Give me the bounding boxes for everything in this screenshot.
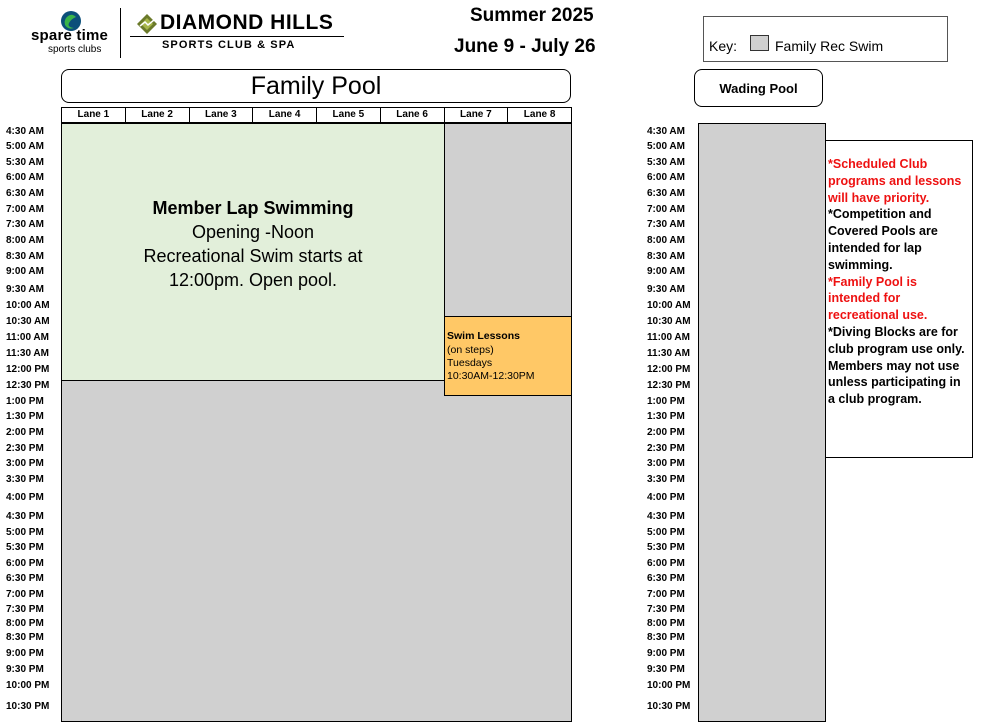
- time-label: 7:00 AM: [6, 204, 44, 215]
- lap-block-line: Recreational Swim starts at: [143, 246, 363, 266]
- lane-header: Lane 8: [507, 107, 572, 123]
- legend-text: Family Rec Swim: [775, 38, 884, 54]
- lane-header: Lane 5: [316, 107, 380, 123]
- diamond-hills-logo-icon: [136, 13, 158, 35]
- time-label: 4:00 PM: [6, 492, 44, 503]
- time-label: 5:30 PM: [647, 542, 685, 553]
- time-label: 5:30 PM: [6, 542, 44, 553]
- swim-lessons-title: Swim Lessons: [447, 330, 520, 342]
- logo-divider: [120, 8, 121, 58]
- time-label: 12:30 PM: [6, 380, 50, 391]
- time-label: 5:00 PM: [647, 527, 685, 538]
- diamond-hills-subtitle: SPORTS CLUB & SPA: [162, 39, 296, 51]
- diamond-hills-name: DIAMOND HILLS: [160, 11, 334, 34]
- lane-header: Lane 2: [125, 107, 189, 123]
- time-label: 3:30 PM: [6, 474, 44, 485]
- lane-header: Lane 4: [252, 107, 316, 123]
- lap-block-line: 12:00pm. Open pool.: [168, 270, 338, 290]
- legend-swatch: [750, 35, 769, 51]
- time-label: 11:00 AM: [6, 332, 49, 343]
- time-label: 5:30 AM: [6, 157, 44, 168]
- time-label: 4:30 PM: [6, 511, 44, 522]
- time-label: 5:00 AM: [6, 141, 44, 152]
- diamond-hills-rule: [130, 36, 344, 37]
- time-label: 7:00 PM: [647, 589, 685, 600]
- time-label: 10:30 PM: [647, 701, 691, 712]
- time-label: 3:00 PM: [6, 458, 44, 469]
- time-label: 7:00 AM: [647, 204, 685, 215]
- swim-lessons-block: [444, 316, 572, 396]
- time-label: 11:30 AM: [647, 348, 690, 359]
- time-label: 4:30 AM: [647, 126, 685, 137]
- time-label: 11:00 AM: [647, 332, 690, 343]
- time-label: 1:30 PM: [6, 411, 44, 422]
- time-label: 7:30 AM: [6, 219, 44, 230]
- time-label: 9:30 AM: [6, 284, 44, 295]
- time-label: 9:00 AM: [6, 266, 44, 277]
- notes-content: [828, 156, 970, 408]
- time-label: 1:00 PM: [6, 396, 44, 407]
- time-label: 6:30 AM: [647, 188, 685, 199]
- time-label: 2:00 PM: [6, 427, 44, 438]
- time-label: 8:30 AM: [6, 251, 44, 262]
- time-label: 10:00 AM: [6, 300, 50, 311]
- time-label: 9:30 PM: [647, 664, 685, 675]
- lane-header: Lane 1: [61, 107, 125, 123]
- time-label: 9:30 PM: [6, 664, 44, 675]
- time-label: 10:30 AM: [647, 316, 691, 327]
- lane-header-row: [61, 107, 572, 123]
- time-label: 5:30 AM: [647, 157, 685, 168]
- time-label: 12:30 PM: [647, 380, 691, 391]
- time-label: 10:00 PM: [6, 680, 50, 691]
- time-label: 10:00 PM: [647, 680, 691, 691]
- wading-pool-title: Wading Pool: [694, 69, 823, 107]
- time-label: 8:00 AM: [6, 235, 44, 246]
- swim-lessons-line: 10:30AM-12:30PM: [447, 370, 535, 382]
- lap-block-title: Member Lap Swimming: [152, 198, 354, 218]
- time-label: 2:30 PM: [6, 443, 44, 454]
- time-label: 6:00 PM: [647, 558, 685, 569]
- time-label: 4:30 AM: [6, 126, 44, 137]
- spare-time-name: spare time: [31, 27, 109, 44]
- time-label: 1:00 PM: [647, 396, 685, 407]
- time-label: 6:00 PM: [6, 558, 44, 569]
- lane-header: Lane 6: [380, 107, 444, 123]
- family-pool-title: Family Pool: [61, 69, 571, 103]
- note-lap-pools: *Competition and Covered Pools are intended for lap swimming.: [828, 207, 938, 272]
- time-label: 12:00 PM: [647, 364, 691, 375]
- time-label: 5:00 AM: [647, 141, 685, 152]
- time-label: 6:00 AM: [647, 172, 685, 183]
- time-label: 8:00 PM: [6, 618, 44, 629]
- time-label: 1:30 PM: [647, 411, 685, 422]
- lane-header: Lane 7: [444, 107, 508, 123]
- swim-lessons-line: (on steps): [447, 344, 494, 356]
- time-label: 4:00 PM: [647, 492, 685, 503]
- wading-rec-swim-block: [698, 123, 826, 722]
- time-label: 3:00 PM: [647, 458, 685, 469]
- time-label: 5:00 PM: [6, 527, 44, 538]
- note-diving-blocks: *Diving Blocks are for club program use only. Members may not use unless participating in a club program.: [828, 324, 965, 407]
- season-dates: June 9 - July 26: [454, 36, 596, 57]
- time-label: 9:00 AM: [647, 266, 685, 277]
- season-title: Summer 2025: [470, 5, 594, 26]
- time-label: 8:00 PM: [647, 618, 685, 629]
- time-label: 12:00 PM: [6, 364, 50, 375]
- time-label: 6:00 AM: [6, 172, 44, 183]
- lane-header: Lane 3: [189, 107, 253, 123]
- time-label: 9:30 AM: [647, 284, 685, 295]
- time-label: 3:30 PM: [647, 474, 685, 485]
- swim-lessons-line: Tuesdays: [447, 357, 493, 369]
- time-label: 2:30 PM: [647, 443, 685, 454]
- time-label: 10:30 AM: [6, 316, 50, 327]
- time-label: 6:30 PM: [647, 573, 685, 584]
- time-label: 6:30 PM: [6, 573, 44, 584]
- spare-time-subtitle: sports clubs: [48, 44, 102, 55]
- time-label: 8:30 PM: [647, 632, 685, 643]
- time-label: 6:30 AM: [6, 188, 44, 199]
- legend-label: Key:: [709, 38, 738, 54]
- time-label: 7:30 PM: [647, 604, 685, 615]
- time-label: 11:30 AM: [6, 348, 49, 359]
- time-label: 9:00 PM: [6, 648, 44, 659]
- note-family-pool: *Family Pool is intended for recreational use.: [828, 274, 928, 323]
- time-label: 10:00 AM: [647, 300, 691, 311]
- note-priority: *Scheduled Club programs and lessons will have priority.: [828, 157, 962, 205]
- time-label: 7:30 AM: [647, 219, 685, 230]
- time-label: 7:30 PM: [6, 604, 44, 615]
- time-label: 2:00 PM: [647, 427, 685, 438]
- time-label: 7:00 PM: [6, 589, 44, 600]
- time-label: 10:30 PM: [6, 701, 50, 712]
- time-label: 8:30 PM: [6, 632, 44, 643]
- time-label: 8:30 AM: [647, 251, 685, 262]
- lap-block-line: Opening -Noon: [191, 222, 315, 242]
- time-label: 4:30 PM: [647, 511, 685, 522]
- time-label: 9:00 PM: [647, 648, 685, 659]
- time-label: 8:00 AM: [647, 235, 685, 246]
